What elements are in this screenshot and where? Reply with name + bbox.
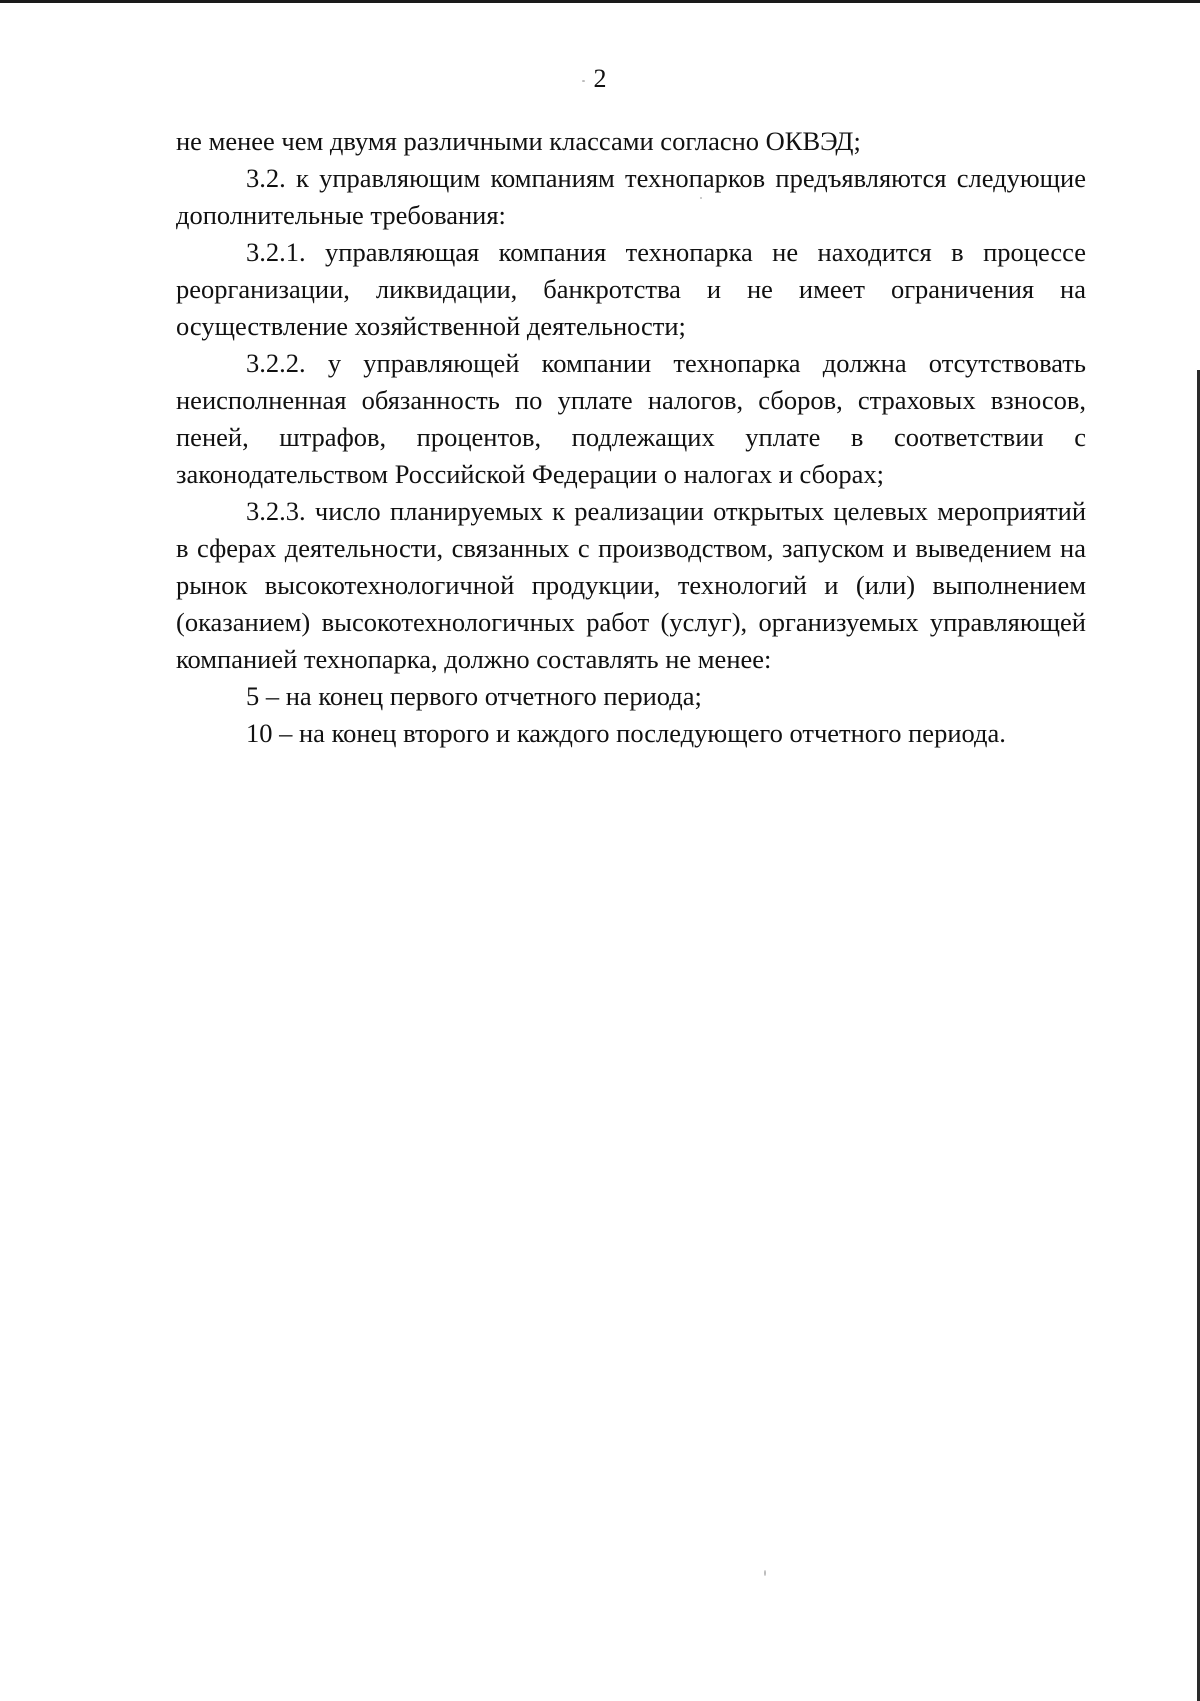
page-number: 2	[593, 64, 607, 93]
paragraph-3-2-1: 3.2.1. управляющая компания технопарка не находится в процессе реорганизации, ликвидации, банкротства и не имеет ограничения на осуществление хозяйственной деятельности;	[176, 237, 1086, 341]
document-body	[176, 123, 1086, 752]
paragraph-3-2-3: 3.2.3. число планируемых к реализации открытых целевых мероприятий в сферах деятельности, связанных с производством, запуском и выведением на рынок высокотехнологичной продукции, технологий и (или) выполнением (оказанием) высокотехнологичных работ (услуг), организуемых управляющей компанией технопарка, должно составлять не менее:	[176, 496, 1086, 674]
paragraph-3-2-2: 3.2.2. у управляющей компании технопарка должна отсутствовать неисполненная обязанность по уплате налогов, сборов, страховых взносов, пеней, штрафов, процентов, подлежащих уплате в соответствии с законодательством Российской Федерации о налогах и сборах;	[176, 348, 1086, 489]
scan-speck	[764, 1570, 766, 1576]
list-item-second-period: 10 – на конец второго и каждого последующего отчетного периода.	[246, 718, 1006, 748]
list-item-first-period: 5 – на конец первого отчетного периода;	[246, 681, 702, 711]
paragraph-okved: не менее чем двумя различными классами согласно ОКВЭД;	[176, 126, 861, 156]
scan-top-edge	[0, 0, 1200, 3]
paragraph-3-2: 3.2. к управляющим компаниям технопарков предъявляются следующие дополнительные требования:	[176, 163, 1086, 230]
